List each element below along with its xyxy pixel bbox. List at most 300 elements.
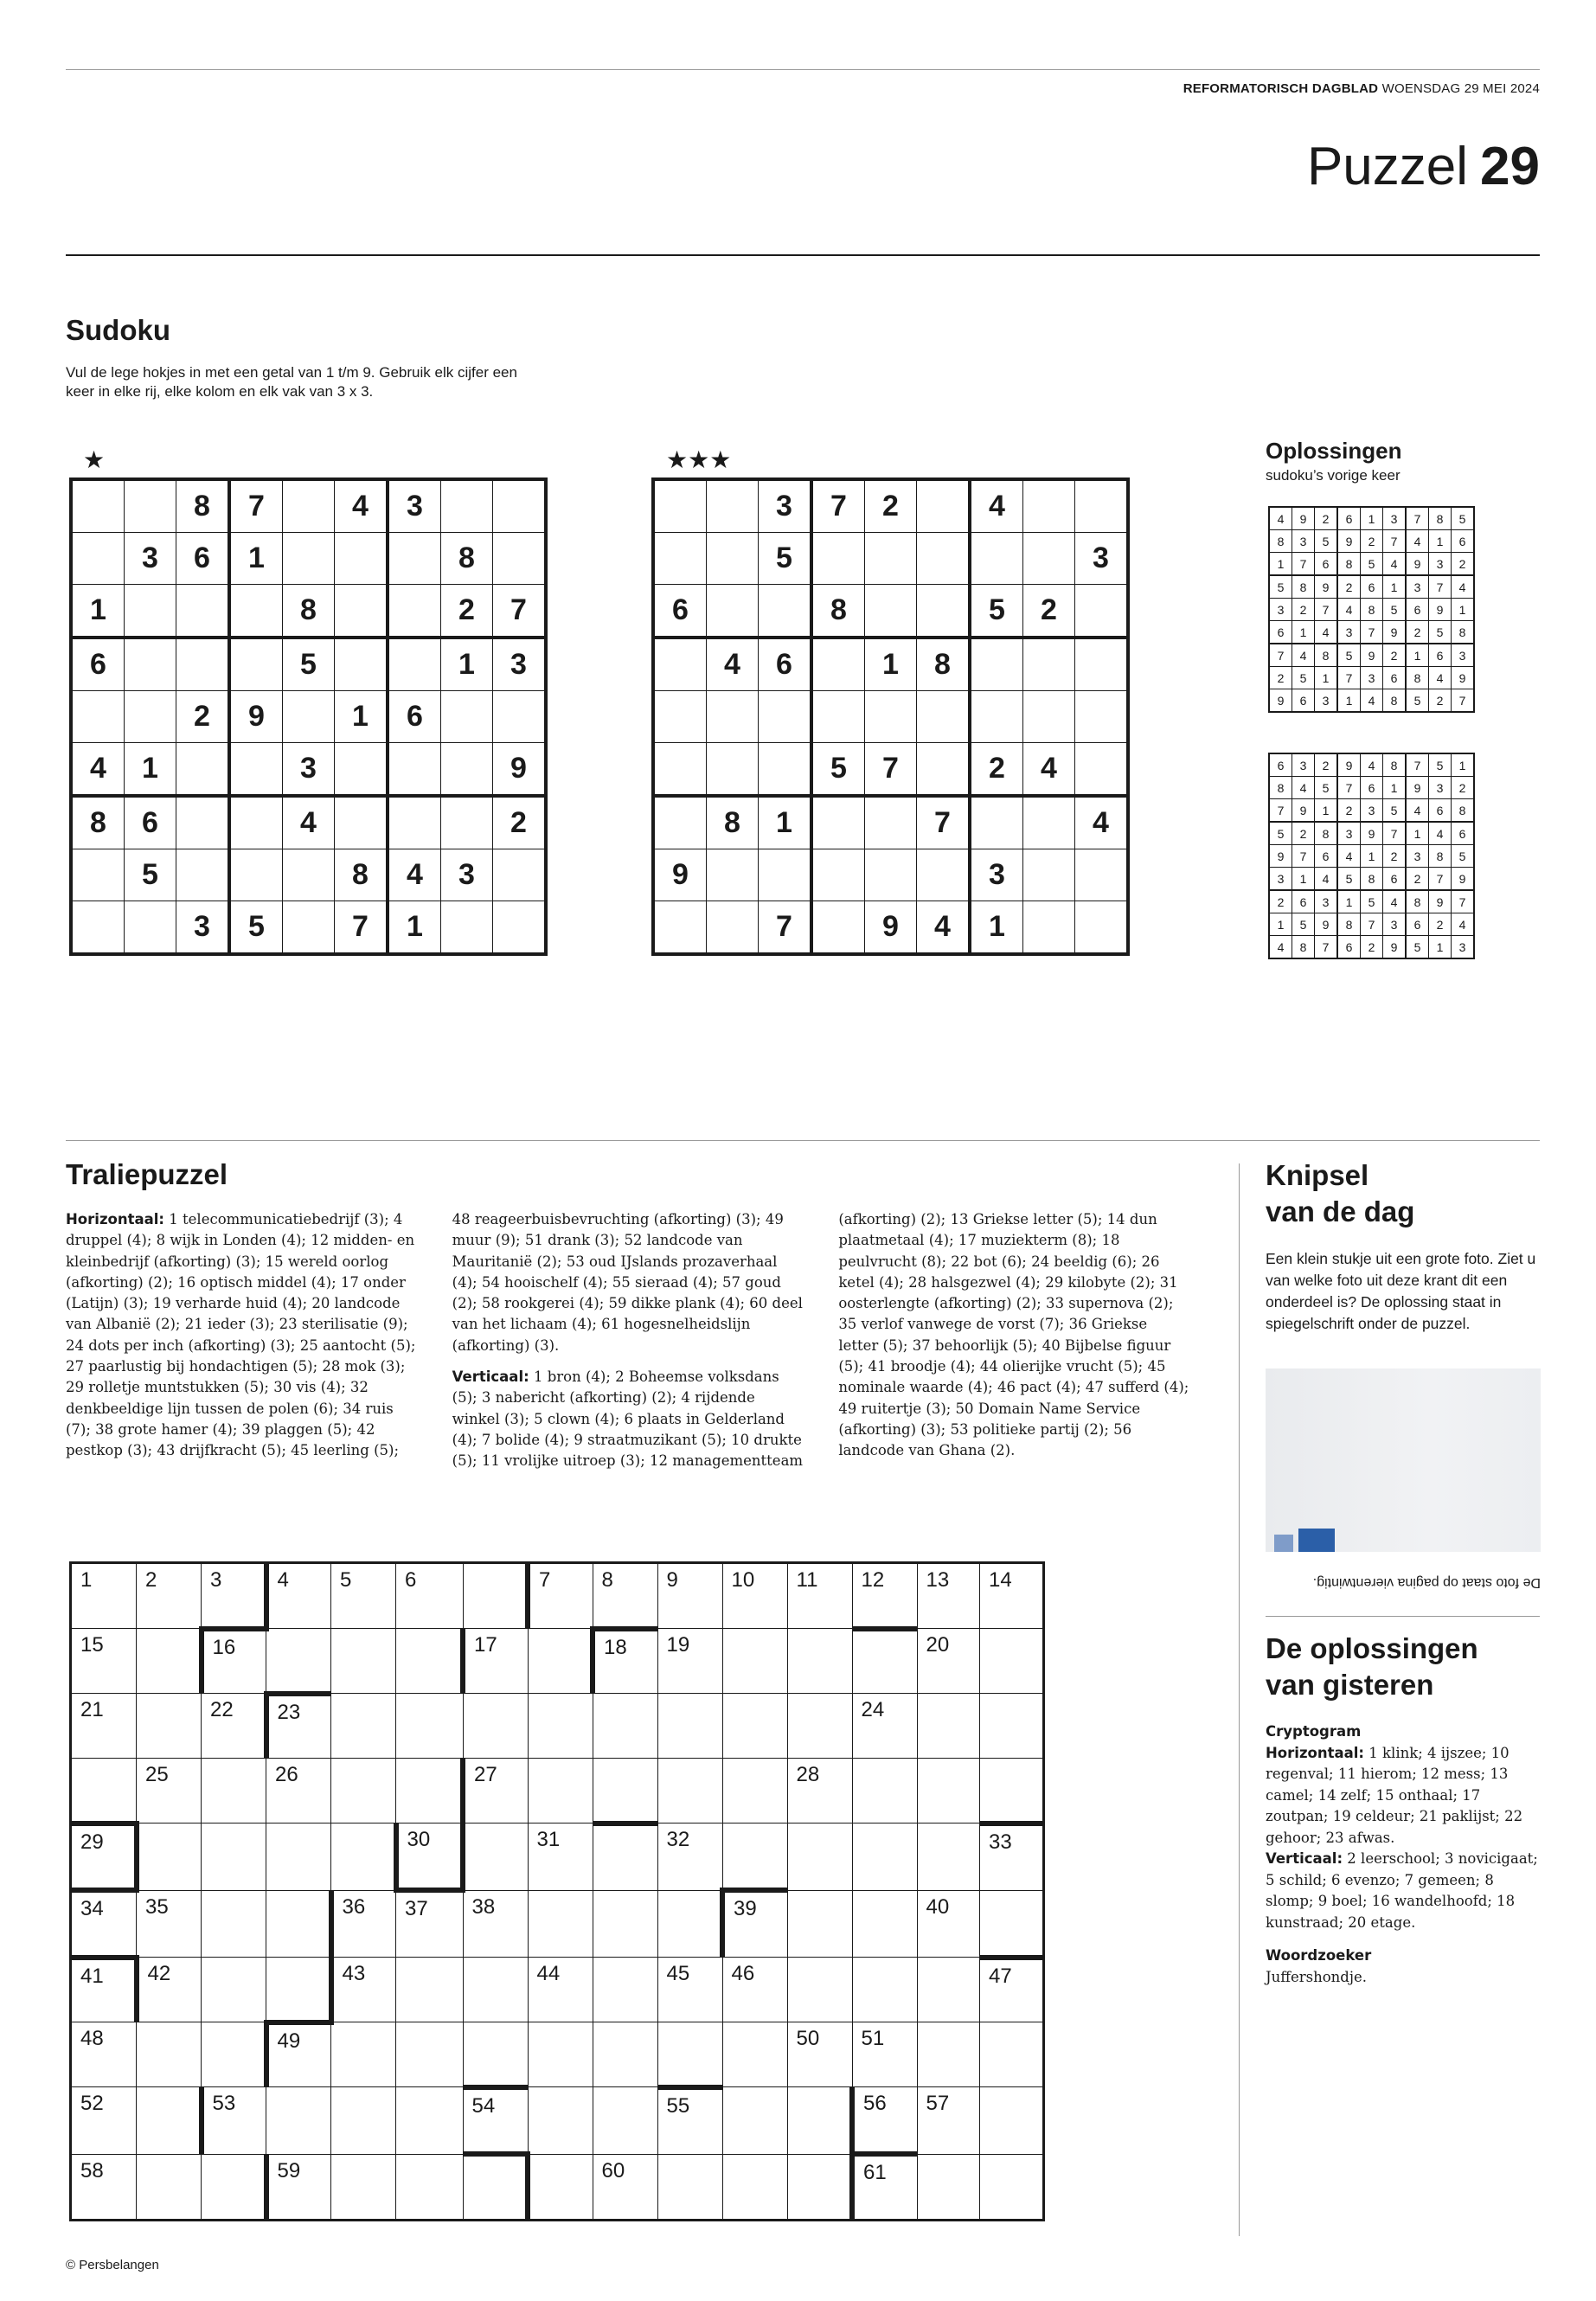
solution-cell: 1 [1452,753,1475,777]
crossword-number: 55 [666,2093,690,2118]
crossword-cell[interactable] [71,1890,137,1958]
crossword-number: 2 [145,1568,157,1592]
sudoku-cell [283,533,335,585]
crossword-cell[interactable] [917,1563,980,1629]
crossword-cell[interactable] [980,1890,1044,1958]
crossword-cell[interactable] [787,1759,852,1823]
sudoku-cell: 1 [388,901,441,955]
crossword-cell[interactable] [722,2022,787,2087]
sudoku-cell [1075,901,1129,955]
solution-cell: 1 [1406,644,1429,667]
solution-cell: 1 [1292,621,1315,644]
crossword-cell[interactable] [657,2022,722,2087]
solution-cell: 5 [1315,530,1338,553]
crossword-cell[interactable] [463,1629,528,1694]
sudoku-cell [335,585,388,638]
crossword-cell[interactable] [528,2022,593,2087]
crossword-cell[interactable] [396,1759,464,1823]
crossword-cell[interactable] [593,1563,657,1629]
solution-cell: 3 [1406,845,1429,868]
solution-cell: 7 [1337,667,1361,689]
sudoku-cell [441,691,493,743]
solution-cell: 6 [1361,777,1383,799]
solution-cell: 5 [1361,553,1383,576]
crossword-cell[interactable] [657,1759,722,1823]
solution-cell: 1 [1269,913,1292,936]
crossword-cell[interactable] [266,1890,331,1958]
crossword-cell[interactable] [396,1958,464,2022]
sudoku-cell: 8 [917,638,971,691]
crossword-cell[interactable] [722,1759,787,1823]
solution-cell: 9 [1452,868,1475,891]
crossword-cell[interactable] [980,1759,1044,1823]
solution-cell: 7 [1292,845,1315,868]
sudoku-cell: 4 [335,479,388,533]
solution-cell: 3 [1429,777,1452,799]
crossword-number: 48 [80,2027,104,2050]
sudoku-cell [283,691,335,743]
solution-cell: 3 [1452,936,1475,959]
sudoku-cell: 7 [811,479,865,533]
solution-cell: 1 [1429,530,1452,553]
sudoku-cell [388,533,441,585]
crossword-cell[interactable] [593,1759,657,1823]
crossword-cell[interactable] [202,2022,266,2087]
crossword-cell[interactable] [331,2022,396,2087]
crossword-cell[interactable] [266,1958,331,2022]
sudoku-cell [917,849,971,901]
sudoku-cell: 4 [970,479,1023,533]
crossword-number: 33 [989,1830,1012,1854]
crossword-cell[interactable] [787,1563,852,1629]
solution-cell: 7 [1337,777,1361,799]
crossword-cell[interactable] [266,1629,331,1694]
crossword-cell[interactable] [137,1563,202,1629]
solution-cell: 7 [1269,799,1292,823]
crossword-number: 10 [731,1568,755,1592]
sudoku-cell: 1 [335,691,388,743]
sudoku-cell [335,533,388,585]
crossword-cell[interactable] [202,1958,266,2022]
sudoku-cell: 1 [759,796,812,849]
solution-cell: 4 [1361,689,1383,713]
crossword-number: 41 [80,1964,104,1988]
crossword-cell[interactable] [852,1563,917,1629]
solution-cell: 8 [1452,621,1475,644]
solution-cell: 5 [1292,667,1315,689]
sudoku-cell: 2 [493,796,547,849]
crossword-cell[interactable] [463,1958,528,2022]
crossword-cell[interactable] [71,1823,137,1891]
solution-cell: 5 [1429,621,1452,644]
crossword-number: 29 [80,1830,104,1854]
crossword-cell[interactable] [266,1759,331,1823]
sudoku-cell [811,638,865,691]
crossword-cell[interactable] [593,2154,657,2220]
crossword-cell[interactable] [528,2087,593,2155]
sudoku-cell [811,849,865,901]
sudoku-cell [176,743,230,797]
crossword-cell[interactable] [787,2087,852,2155]
crossword-cell[interactable] [593,1958,657,2022]
crossword-cell[interactable] [657,1958,722,2022]
crossword-cell[interactable] [202,1694,266,1759]
crossword-cell[interactable] [202,1563,266,1629]
crossword-cell[interactable] [528,1629,593,1694]
crossword-cell[interactable] [463,1694,528,1759]
sudoku-cell [125,901,176,955]
crossword-cell[interactable] [852,2154,917,2220]
crossword-cell[interactable] [657,1823,722,1891]
crossword-number: 31 [536,1828,561,1851]
crossword-cell[interactable] [463,2022,528,2087]
sudoku-cell [283,479,335,533]
sudoku-cell [707,849,759,901]
crossword-cell[interactable] [852,1759,917,1823]
crossword-cell[interactable] [852,1958,917,2022]
crossword-cell[interactable] [528,1759,593,1823]
crossword-number: 54 [471,2093,496,2118]
sudoku-cell: 2 [970,743,1023,797]
crossword-cell[interactable] [787,2154,852,2220]
crossword-cell[interactable] [266,1563,331,1629]
crossword-cell[interactable] [396,1823,464,1891]
solution-cell: 2 [1429,913,1452,936]
solution-cell: 4 [1337,845,1361,868]
solution-cell: 8 [1361,599,1383,621]
solution-cell: 6 [1429,644,1452,667]
sudoku-cell: 7 [493,585,547,638]
crossword-number: 56 [863,2092,887,2115]
crossword-cell[interactable] [137,2087,202,2155]
solution-cell: 6 [1406,599,1429,621]
crossword-cell[interactable] [980,1958,1044,2022]
crossword-cell[interactable] [917,2022,980,2087]
solution-cell: 5 [1452,845,1475,868]
solution-cell: 8 [1337,553,1361,576]
crossword-cell[interactable] [917,1958,980,2022]
solution-cell: 3 [1361,667,1383,689]
crossword-cell[interactable] [980,1629,1044,1694]
crossword-cell[interactable] [722,1629,787,1694]
sudoku-cell: 5 [759,533,812,585]
crossword-cell[interactable] [722,1694,787,1759]
solution-cell: 2 [1361,530,1383,553]
solution-cell: 9 [1361,644,1383,667]
solution-cell: 8 [1406,890,1429,913]
sudoku-cell [176,638,230,691]
crossword-cell[interactable] [463,1563,528,1629]
crossword-cell[interactable] [396,1890,464,1958]
solution-cell: 9 [1406,777,1429,799]
crossword-cell[interactable] [657,1629,722,1694]
sudoku-cell: 5 [970,585,1023,638]
sudoku-cell [970,533,1023,585]
crossword-cell[interactable] [331,1629,396,1694]
sudoku-cell [1075,849,1129,901]
solution-cell: 7 [1383,822,1407,845]
crossword-cell[interactable] [202,1890,266,1958]
sudoku-cell [1023,533,1075,585]
crossword-cell[interactable] [657,2154,722,2220]
crossword-cell[interactable] [266,2087,331,2155]
crossword-cell[interactable] [980,1823,1044,1891]
solution-cell: 2 [1337,799,1361,823]
crossword-cell[interactable] [137,1759,202,1823]
sudoku-cell [917,743,971,797]
crossword-cell[interactable] [980,2087,1044,2155]
solution-cell: 8 [1337,913,1361,936]
solution-cell: 3 [1269,599,1292,621]
solution-cell: 4 [1452,913,1475,936]
crossword-cell[interactable] [593,2087,657,2155]
crossword-number: 6 [405,1568,417,1592]
crossword-cell[interactable] [396,1629,464,1694]
crossword-cell[interactable] [202,1629,266,1694]
sudoku-cell [125,638,176,691]
crossword-cell[interactable] [980,1694,1044,1759]
crossword-cell[interactable] [137,1629,202,1694]
crossword-cell[interactable] [528,2154,593,2220]
crossword-cell[interactable] [722,1563,787,1629]
crossword-cell[interactable] [593,1890,657,1958]
gisteren-title: De oplossingen van gisteren [1266,1632,1478,1701]
crossword-cell[interactable] [463,2154,528,2220]
solution-cell: 3 [1361,799,1383,823]
crossword-cell[interactable] [396,1563,464,1629]
sudoku-1-difficulty: ★ [83,446,106,473]
crossword-cell[interactable] [266,2022,331,2087]
crossword-number: 50 [796,2027,820,2050]
solution-cell: 4 [1429,667,1452,689]
sudoku-cell: 1 [125,743,176,797]
solution-grid-2 [1268,753,1475,959]
solution-cell: 7 [1406,507,1429,530]
solution-cell: 4 [1429,822,1452,845]
crossword-cell[interactable] [71,1563,137,1629]
crossword-number: 19 [666,1633,690,1657]
solution-cell: 9 [1269,845,1292,868]
crossword-cell[interactable] [852,2022,917,2087]
crossword-cell[interactable] [528,1958,593,2022]
sudoku-cell [917,533,971,585]
crossword-number: 7 [539,1568,551,1592]
crossword-cell[interactable] [463,1759,528,1823]
sudoku-cell [388,638,441,691]
crossword-number: 58 [80,2158,104,2182]
solution-cell: 4 [1292,777,1315,799]
crossword-cell[interactable] [917,2087,980,2155]
solution-cell: 1 [1292,868,1315,891]
crossword-cell[interactable] [331,1890,396,1958]
sudoku-cell [653,691,707,743]
solution-cell: 8 [1406,667,1429,689]
solution-cell: 7 [1406,753,1429,777]
crossword-number: 17 [474,1633,497,1657]
crossword-cell[interactable] [528,1563,593,1629]
crossword-cell[interactable] [852,1694,917,1759]
sudoku-cell [441,479,493,533]
crossword-cell[interactable] [593,2022,657,2087]
crossword-number: 15 [80,1633,104,1657]
sudoku-cell [865,849,917,901]
crossword-cell[interactable] [980,1563,1044,1629]
crossword-cell[interactable] [593,1629,657,1694]
sudoku-cell: 4 [1075,796,1129,849]
crossword-cell[interactable] [980,2154,1044,2220]
crossword-cell[interactable] [137,1823,202,1891]
crossword-number: 43 [342,1962,366,1985]
crossword-cell[interactable] [787,1823,852,1891]
crossword-number: 23 [277,1700,301,1724]
crossword-cell[interactable] [917,1823,980,1891]
crossword-cell[interactable] [202,2087,266,2155]
sudoku-cell [865,585,917,638]
crossword-cell[interactable] [331,1958,396,2022]
crossword-cell[interactable] [528,1890,593,1958]
sudoku-cell: 6 [653,585,707,638]
crossword-cell[interactable] [396,2022,464,2087]
sudoku-cell [970,796,1023,849]
crossword-cell[interactable] [266,1694,331,1759]
sudoku-cell [1075,585,1129,638]
solution-cell: 8 [1383,689,1407,713]
crossword-cell[interactable] [71,1629,137,1694]
crossword-cell[interactable] [137,1958,202,2022]
solution-cell: 1 [1361,845,1383,868]
crossword-cell[interactable] [852,2087,917,2155]
crossword-cell[interactable] [71,2154,137,2220]
crossword-cell[interactable] [137,2022,202,2087]
solution-cell: 2 [1269,890,1292,913]
crossword-cell[interactable] [463,1823,528,1891]
crossword-number: 5 [340,1568,352,1592]
crossword-cell[interactable] [202,1823,266,1891]
sudoku-cell [917,691,971,743]
crossword-cell[interactable] [463,1890,528,1958]
crossword-cell[interactable] [266,1823,331,1891]
crossword-cell[interactable] [71,2087,137,2155]
sudoku-cell [283,849,335,901]
solution-cell: 7 [1361,913,1383,936]
sudoku-cell: 1 [865,638,917,691]
sudoku-cell [759,691,812,743]
crossword-cell[interactable] [71,1694,137,1759]
crossword-cell[interactable] [852,1890,917,1958]
solution-cell: 8 [1429,845,1452,868]
crossword-cell[interactable] [331,1563,396,1629]
crossword-cell[interactable] [657,1694,722,1759]
crossword-cell[interactable] [980,2022,1044,2087]
solution-cell: 1 [1315,667,1338,689]
solution-cell: 5 [1269,575,1292,599]
crossword-cell[interactable] [722,2087,787,2155]
sudoku-cell [335,796,388,849]
masthead: REFORMATORISCH DAGBLAD WOENSDAG 29 MEI 2024 [1183,81,1540,96]
solution-cell: 6 [1315,553,1338,576]
crossword-cell[interactable] [396,1694,464,1759]
solution-cell: 9 [1429,890,1452,913]
crossword-cell[interactable] [463,2087,528,2155]
solution-cell: 4 [1315,868,1338,891]
solution-cell: 4 [1269,936,1292,959]
crossword-cell[interactable] [202,1759,266,1823]
solution-cell: 6 [1337,507,1361,530]
crossword-cell[interactable] [331,1694,396,1759]
crossword-cell[interactable] [593,1823,657,1891]
crossword-cell[interactable] [331,2087,396,2155]
solution-cell: 8 [1292,575,1315,599]
crossword-number: 46 [731,1962,755,1985]
crossword-cell[interactable] [657,1890,722,1958]
crossword-cell[interactable] [722,1890,787,1958]
solution-cell: 2 [1383,845,1407,868]
crossword-cell[interactable] [71,2022,137,2087]
crossword-cell[interactable] [917,1759,980,1823]
crossword-cell[interactable] [396,2154,464,2220]
crossword-number: 26 [275,1763,298,1786]
crossword-cell[interactable] [917,1890,980,1958]
sudoku-cell: 4 [707,638,759,691]
crossword-cell[interactable] [331,1759,396,1823]
sudoku-cell [707,533,759,585]
solution-cell: 2 [1383,644,1407,667]
crossword-cell[interactable] [917,1694,980,1759]
crossword-cell[interactable] [71,1958,137,2022]
crossword-cell[interactable] [787,1694,852,1759]
crossword-cell[interactable] [137,1890,202,1958]
solution-cell: 4 [1406,799,1429,823]
crossword-cell[interactable] [528,1694,593,1759]
crossword-cell[interactable] [917,2154,980,2220]
crossword-cell[interactable] [202,2154,266,2220]
crossword-cell[interactable] [331,1823,396,1891]
crossword-cell[interactable] [722,2154,787,2220]
crossword-cell[interactable] [396,2087,464,2155]
crossword-cell[interactable] [266,2154,331,2220]
crossword-cell[interactable] [137,2154,202,2220]
crossword-cell[interactable] [722,1958,787,2022]
solution-cell: 7 [1383,530,1407,553]
sudoku-cell [865,533,917,585]
crossword-cell[interactable] [137,1694,202,1759]
sudoku-cell [493,691,547,743]
crossword-cell[interactable] [593,1694,657,1759]
crossword-cell[interactable] [787,1890,852,1958]
crossword-cell[interactable] [852,1629,917,1694]
crossword-cell[interactable] [787,2022,852,2087]
sudoku-cell: 3 [759,479,812,533]
crossword-cell[interactable] [787,1629,852,1694]
solution-cell: 6 [1315,845,1338,868]
sudoku-cell [653,796,707,849]
sudoku-cell: 4 [71,743,125,797]
crossword-number: 20 [926,1633,950,1657]
crossword-number: 14 [989,1568,1012,1592]
sudoku-cell [970,691,1023,743]
crossword-cell[interactable] [331,2154,396,2220]
crossword-cell[interactable] [917,1629,980,1694]
solution-cell: 7 [1429,868,1452,891]
crossword-cell[interactable] [657,2087,722,2155]
crossword-cell[interactable] [787,1958,852,2022]
solution-cell: 1 [1337,890,1361,913]
crossword-cell[interactable] [852,1823,917,1891]
crossword-cell[interactable] [722,1823,787,1891]
crossword-cell[interactable] [657,1563,722,1629]
crossword-cell[interactable] [71,1759,137,1823]
crossword-cell[interactable] [528,1823,593,1891]
